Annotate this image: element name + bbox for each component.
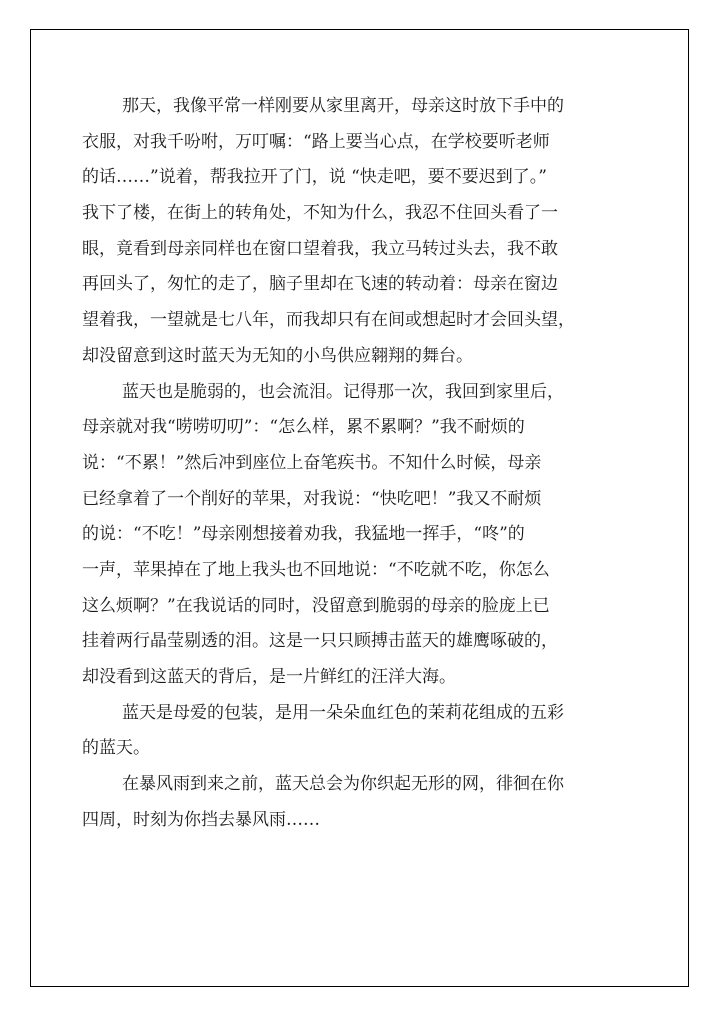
text-line: 蓝天是母爱的包装，是用一朵朵血红色的茉莉花组成的五彩 [122,702,564,723]
text-line: 望着我，一望就是七八年，而我却只有在间或想起时才会回头望， [82,310,575,331]
text-line: 眼，竟看到母亲同样也在窗口望着我，我立马转过头去，我不敢 [82,238,558,259]
text-line: 蓝天也是脆弱的，也会流泪。记得那一次，我回到家里后， [122,381,564,402]
text-line: 的说：“不吃！”母亲刚想接着劝我，我猛地一挥手，“咚”的 [82,524,525,545]
text-line: 挂着两行晶莹剔透的泪。这是一只只顾搏击蓝天的雄鹰啄破的， [82,631,558,652]
text-line: 已经拿着了一个削好的苹果，对我说：“快吃吧！”我又不耐烦 [82,488,542,509]
text-line: 说：“不累！”然后冲到座位上奋笔疾书。不知什么时候，母亲 [82,452,542,473]
text-line: 在暴风雨到来之前，蓝天总会为你织起无形的网，徘徊在你 [122,774,564,795]
text-line: 再回头了，匆忙的走了，脑子里却在飞速的转动着：母亲在窗边 [82,274,558,295]
text-line: 那天，我像平常一样刚要从家里离开，母亲这时放下手中的 [122,96,564,116]
text-line: 的蓝天。 [82,738,150,759]
text-line: 母亲就对我“唠唠叨叨”：“怎么样，累不累啊？”我不耐烦的 [82,417,525,438]
text-line: 四周，时刻为你挡去暴风雨…… [82,809,320,830]
text-line: 的话……”说着，帮我拉开了门，说 “快走吧，要不要迟到了。” [82,167,547,188]
text-line: 这么烦啊？”在我说话的同时，没留意到脆弱的母亲的脸庞上已 [82,595,550,616]
text-line: 却没留意到这时蓝天为无知的小鸟供应翱翔的舞台。 [82,345,473,366]
text-line: 一声，苹果掉在了地上我头也不回地说：“不吃就不吃，你怎么 [82,559,550,580]
text-line: 我下了楼，在街上的转角处，不知为什么，我忍不住回头看了一 [82,203,558,224]
essay-body [82,89,638,838]
text-line: 却没看到这蓝天的背后，是一片鲜红的汪洋大海。 [82,667,456,687]
text-line: 衣服，对我千吩咐，万叮嘱：“路上要当心点，在学校要听老师 [82,131,550,152]
